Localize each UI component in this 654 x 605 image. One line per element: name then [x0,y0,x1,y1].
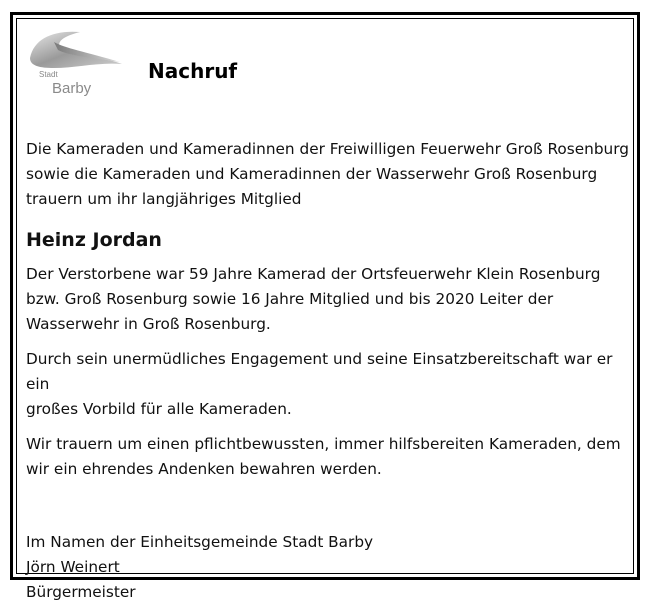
bio-paragraph [26,262,636,337]
logo-small-text: Stadt [39,70,58,79]
tribute-paragraph [26,347,636,422]
intro-paragraph [26,137,636,212]
tribute-line: Durch sein unermüdliches Engagement und seine Einsatzbereitschaft war er ein [26,350,613,393]
logo-city-name: Barby [52,80,92,97]
signature-organization: Im Namen der Einheitsgemeinde Stadt Barby [26,533,374,551]
closing-line: wir ein ehrendes Andenken bewahren werden. [26,460,382,478]
tribute-line: großes Vorbild für alle Kameraden. [26,400,292,418]
signature-block [26,530,636,605]
stadt-barby-logo [24,28,124,100]
bio-line: bzw. Groß Rosenburg sowie 16 Jahre Mitglied und bis 2020 Leiter der [26,290,554,308]
signature-role: Bürgermeister [26,583,136,601]
obituary-body [26,137,636,605]
deceased-name: Heinz Jordan [26,229,162,251]
page-title: Nachruf [148,59,238,83]
signature-name: Jörn Weinert [26,558,120,576]
bio-line: Der Verstorbene war 59 Jahre Kamerad der Ortsfeuerwehr Klein Rosenburg [26,265,601,283]
intro-line: Die Kameraden und Kameradinnen der Freiwilligen Feuerwehr Groß Rosenburg [26,140,629,158]
closing-paragraph [26,432,636,482]
intro-line: sowie die Kameraden und Kameradinnen der Wasserwehr Groß Rosenburg [26,165,598,183]
closing-line: Wir trauern um einen pflichtbewussten, immer hilfsbereiten Kameraden, dem [26,435,621,453]
bio-line: Wasserwehr in Groß Rosenburg. [26,315,271,333]
intro-line: trauern um ihr langjähriges Mitglied [26,190,302,208]
